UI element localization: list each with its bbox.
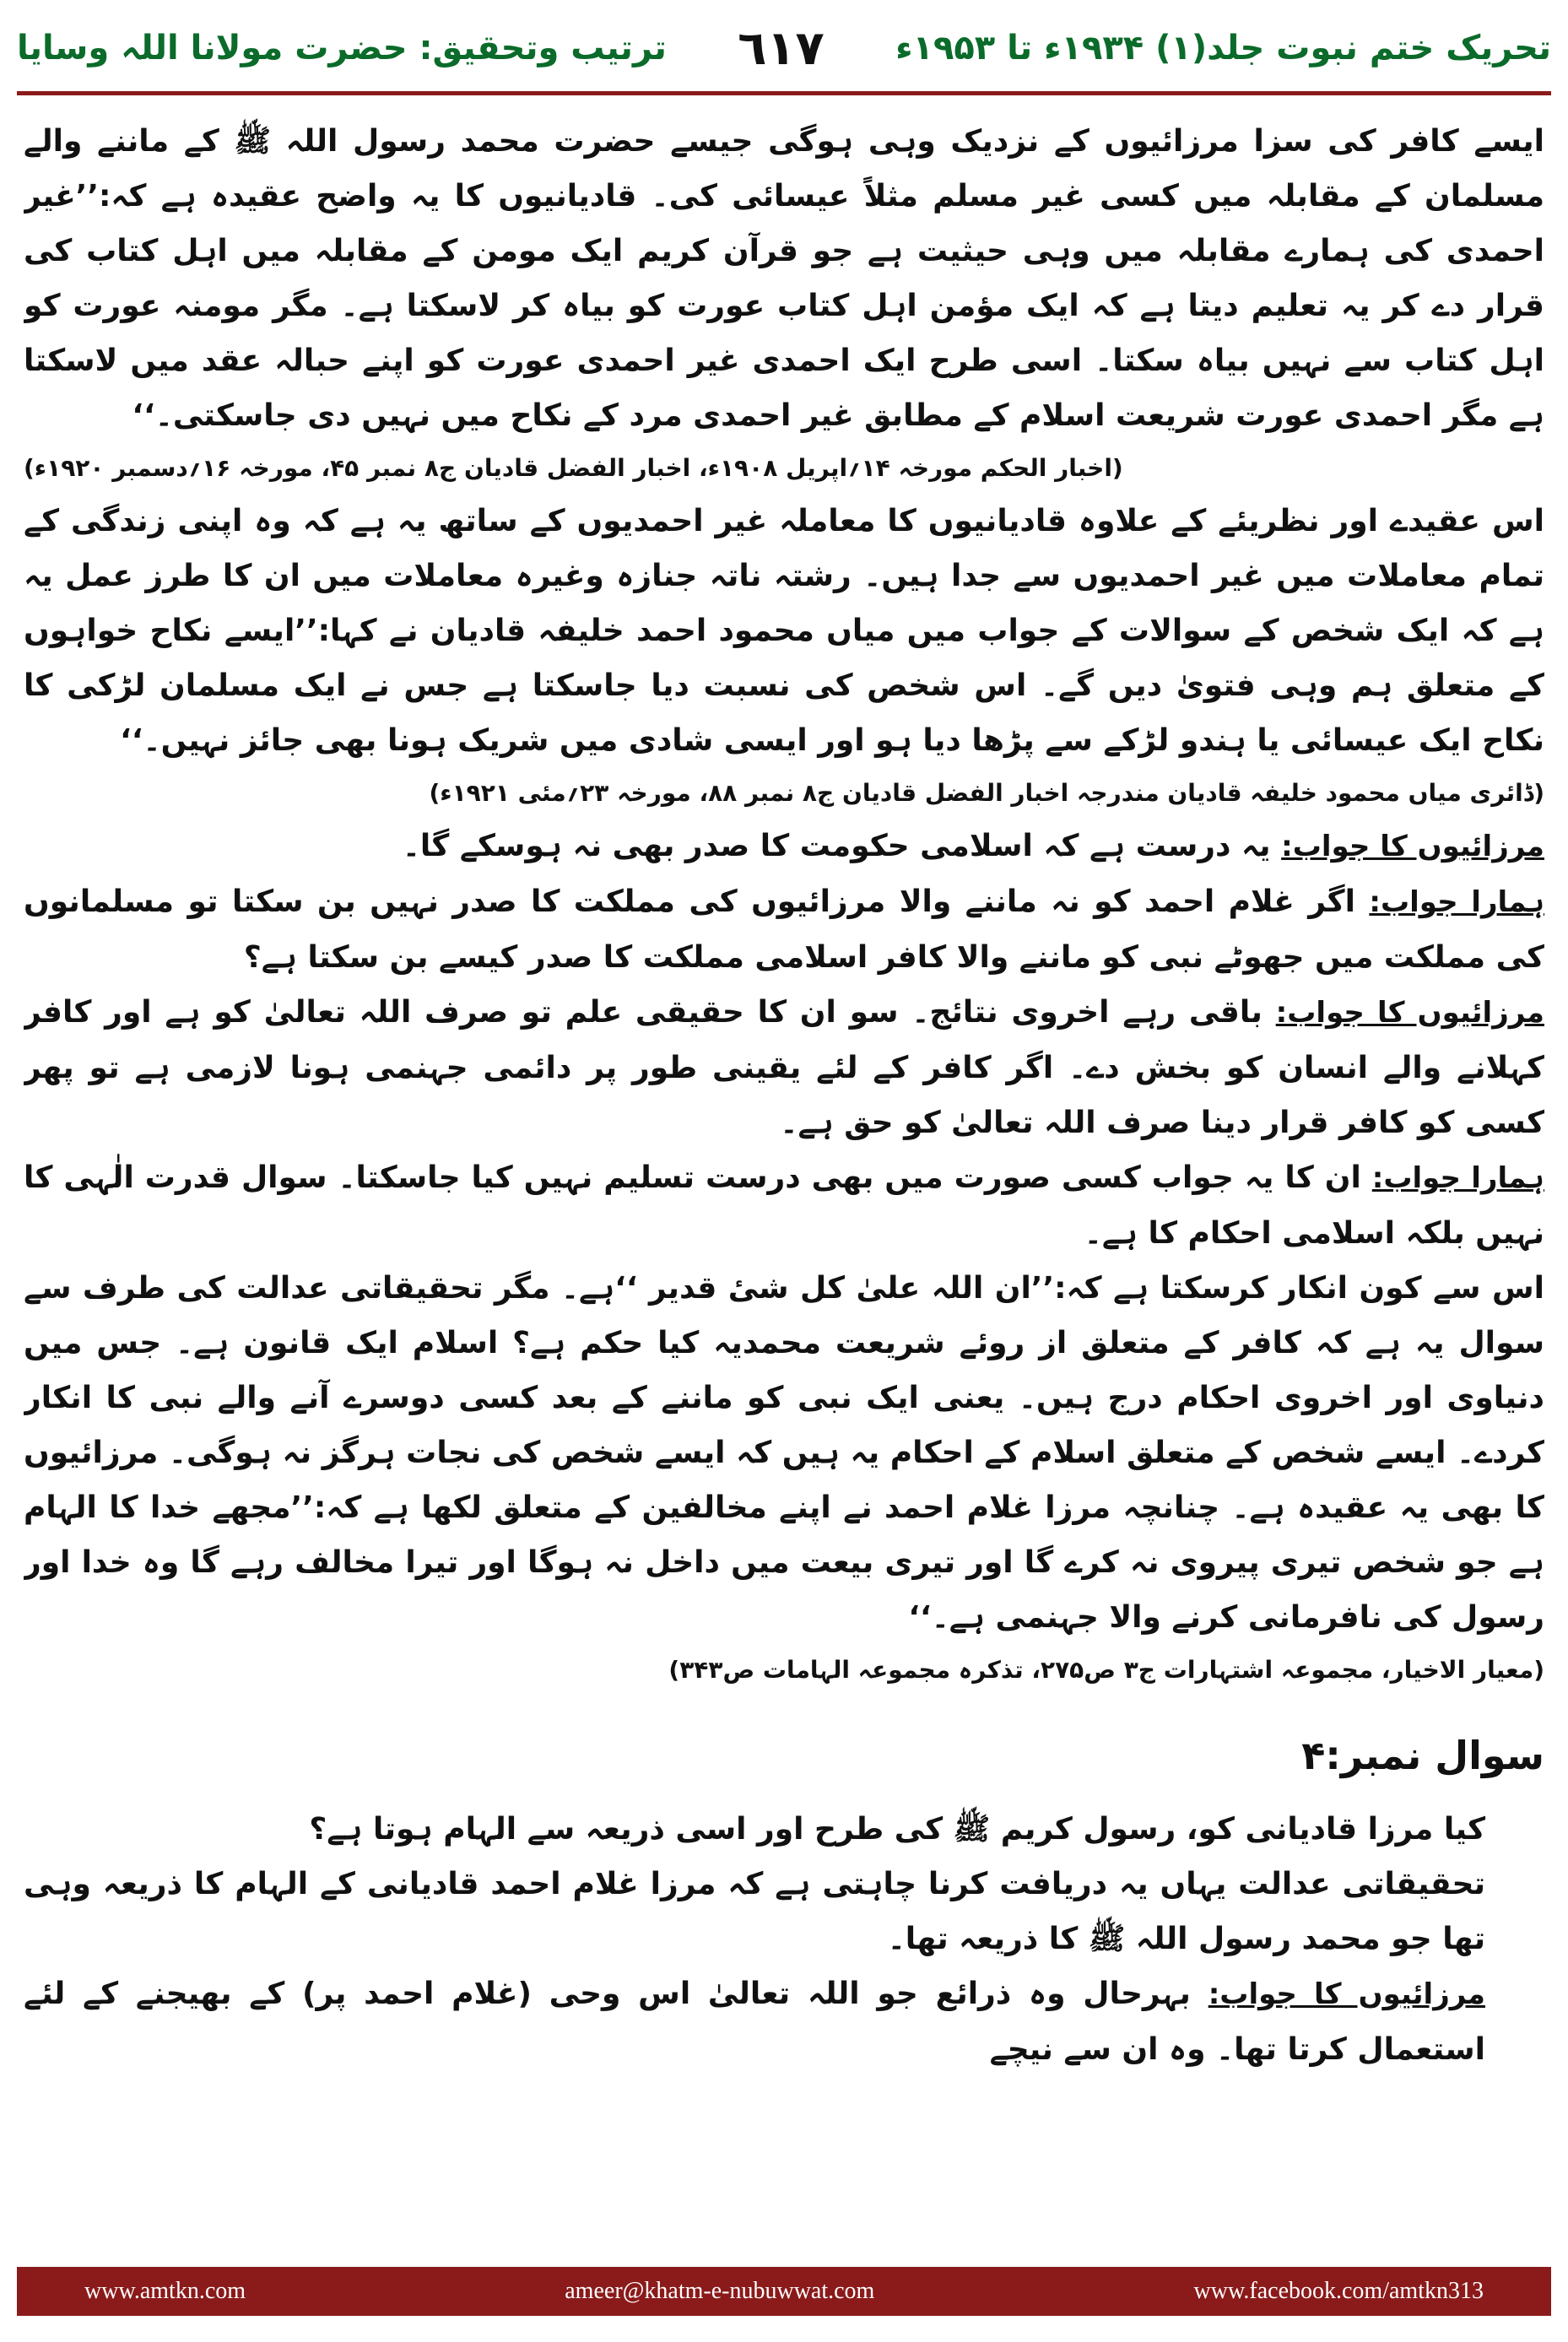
our-answer-heading: ہمارا جواب: xyxy=(1371,1161,1544,1195)
mirzai-answer-heading: مرزائیوں کا جواب: xyxy=(1208,1977,1485,2011)
question-text: کیا مرزا قادیانی کو، رسول کریم ﷺ کی طرح اور اسی ذریعہ سے الہام ہوتا ہے؟ xyxy=(309,1812,1485,1847)
reference-1: (اخبار الحکم مورخہ ۱۴؍اپریل ۱۹۰۸ء، اخبار الفضل قادیان ج۸ نمبر ۴۵، مورخہ ۱۶؍دسمبر ۱۹۲۰ء) xyxy=(24,454,1123,482)
header-divider xyxy=(17,91,1551,95)
answer-text: یہ درست ہے کہ اسلامی حکومت کا صدر بھی نہ ہوسکے گا۔ xyxy=(402,829,1271,863)
question-4-title: سوال نمبر:۴ xyxy=(1301,1733,1544,1778)
page-header xyxy=(17,10,1551,86)
answer-text: اگر غلام احمد کو نہ ماننے والا مرزائیوں کی مملکت کا صدر نہیں بن سکتا تو مسلمانوں کی مملکت میں جھوٹے نبی کو ماننے والا کافر اسلامی مملکت کا صدر کیسے بن سکتا ہے؟ xyxy=(24,884,1544,975)
answer-text: بہرحال وہ ذرائع جو اللہ تعالیٰ اس وحی (غلام احمد پر) کے بھیجنے کے لئے استعمال کرتا تھا۔ وہ ان سے نیچے xyxy=(24,1977,1485,2067)
footer-bar xyxy=(17,2267,1551,2316)
page-content xyxy=(24,114,1544,2199)
paragraph-2: اس عقیدے اور نظریئے کے علاوہ قادیانیوں کا معاملہ غیر احمدیوں کے ساتھ یہ ہے کہ وہ اپنی زندگی کے تمام معاملات میں غیر احمدیوں سے جدا ہیں۔ رشتہ ناتہ جنازہ وغیرہ معاملات میں ان کا طرز عمل یہ ہے کہ ایک شخص کے سوالات کے جواب میں میاں محمود احمد خلیفہ قادیان نے کہا:’’ایسے نکاح خواہوں کے متعلق ہم وہی فتویٰ دیں گے۔ اس شخص کی نسبت دیا جاسکتا ہے جس نے ایک مسلمان لڑکی کا نکاح ایک عیسائی یا ہندو لڑکے سے پڑھا دیا ہو اور ایسی شادی میں شریک ہونا بھی جائز نہیں۔‘‘ xyxy=(24,504,1544,758)
answer-text: ان کا یہ جواب کسی صورت میں بھی درست تسلیم نہیں کیا جاسکتا۔ سوال قدرت الٰہی کا نہیں بلکہ اسلامی احکام کا ہے۔ xyxy=(24,1160,1544,1251)
answer-mirzai-1 xyxy=(24,819,1544,874)
footer-email-link[interactable]: ameer@khatm-e-nubuwwat.com xyxy=(565,2278,875,2304)
answer-text: باقی رہے اخروی نتائج۔ سو ان کا حقیقی علم تو صرف اللہ تعالیٰ کو ہے اور کافر کہلانے والے انسان کو بخش دے۔ اگر کافر کے لئے یقینی طور پر دائمی جہنمی ہونا لازمی ہے تو پھر کسی کو کافر قرار دینا صرف اللہ تعالیٰ کو حق ہے۔ xyxy=(24,995,1544,1140)
page-number: ٦١٧ xyxy=(738,20,825,76)
header-book-title: تحریک ختم نبوت جلد(۱) ۱۹۳۴ء تا ۱۹۵۳ء xyxy=(895,29,1551,68)
paragraph-3: اس سے کون انکار کرسکتا ہے کہ:’’ان اللہ علیٰ کل شیٔ قدیر ‘‘ہے۔ مگر تحقیقاتی عدالت کی طرف سے سوال یہ ہے کہ کافر کے متعلق از روئے شریعت محمدیہ کیا حکم ہے؟ اسلام ایک قانون ہے۔ جس میں دنیاوی اور اخروی احکام درج ہیں۔ یعنی ایک نبی کو ماننے کے بعد کسی دوسرے آنے والے نبی کا انکار کردے۔ ایسے شخص کے متعلق اسلام کے احکام یہ ہیں کہ ایسے شخص کی نجات ہرگز نہ ہوگی۔ مرزائیوں کا بھی یہ عقیدہ ہے۔ چنانچہ مرزا غلام احمد نے اپنے مخالفین کے متعلق لکھا ہے کہ:’’مجھے خدا کا الہام ہے جو شخص تیری پیروی نہ کرے گا اور تیری بیعت میں داخل نہ ہوگا اور تیرا مخالف رہے گا وہ خدا اور رسول کی نافرمانی کرنے والا جہنمی ہے۔‘‘ xyxy=(24,1271,1544,1635)
answer-ours-1 xyxy=(24,874,1544,985)
question-explanation: تحقیقاتی عدالت یہاں یہ دریافت کرنا چاہتی ہے کہ مرزا غلام احمد قادیانی کے الہام کا ذریعہ وہی تھا جو محمد رسول اللہ ﷺ کا ذریعہ تھا۔ xyxy=(24,1867,1485,1956)
reference-2: (ڈائری میاں محمود خلیفہ قادیان مندرجہ اخبار الفضل قادیان ج۸ نمبر ۸۸، مورخہ ۲۳؍مئی ۱۹۲۱ء) xyxy=(429,779,1544,807)
answer-mirzai-2 xyxy=(24,985,1544,1150)
mirzai-answer-heading: مرزائیوں کا جواب: xyxy=(1275,996,1544,1030)
mirzai-answer-heading: مرزائیوں کا جواب: xyxy=(1281,830,1544,863)
footer-website-link[interactable]: www.amtkn.com xyxy=(84,2278,246,2304)
footer-facebook-link[interactable]: www.facebook.com/amtkn313 xyxy=(1193,2278,1484,2304)
paragraph-1: ایسے کافر کی سزا مرزائیوں کے نزدیک وہی ہوگی جیسے حضرت محمد رسول اللہ ﷺ کے ماننے والے مسلمان کے مقابلہ میں کسی غیر مسلم مثلاً عیسائی کی۔ قادیانیوں کا یہ واضح عقیدہ ہے کہ:’’غیر احمدی کی ہمارے مقابلہ میں وہی حیثیت ہے جو قرآن کریم ایک مومن کے مقابلہ میں اہل کتاب کی قرار دے کر یہ تعلیم دیتا ہے کہ ایک مؤمن اہل کتاب عورت کو بیاہ کر لاسکتا ہے۔ مگر مومنہ عورت کو اہل کتاب سے نہیں بیاہ سکتا۔ اسی طرح ایک احمدی غیر احمدی عورت کو اپنے حبالہ عقد میں لاسکتا ہے مگر احمدی عورت شریعت اسلام کے مطابق غیر احمدی مرد کے نکاح میں نہیں دی جاسکتی۔‘‘ xyxy=(24,124,1544,433)
our-answer-heading: ہمارا جواب: xyxy=(1369,885,1544,919)
question-4-body xyxy=(24,1802,1544,2077)
answer-mirzai-3 xyxy=(24,1966,1485,2077)
reference-3: (معیار الاخیار، مجموعہ اشتہارات ج۳ ص۲۷۵، تذکرہ مجموعہ الہامات ص۳۴۳) xyxy=(668,1656,1544,1684)
header-author: ترتیب وتحقیق: حضرت مولانا اللہ وسایا xyxy=(17,29,667,68)
answer-ours-2 xyxy=(24,1150,1544,1261)
